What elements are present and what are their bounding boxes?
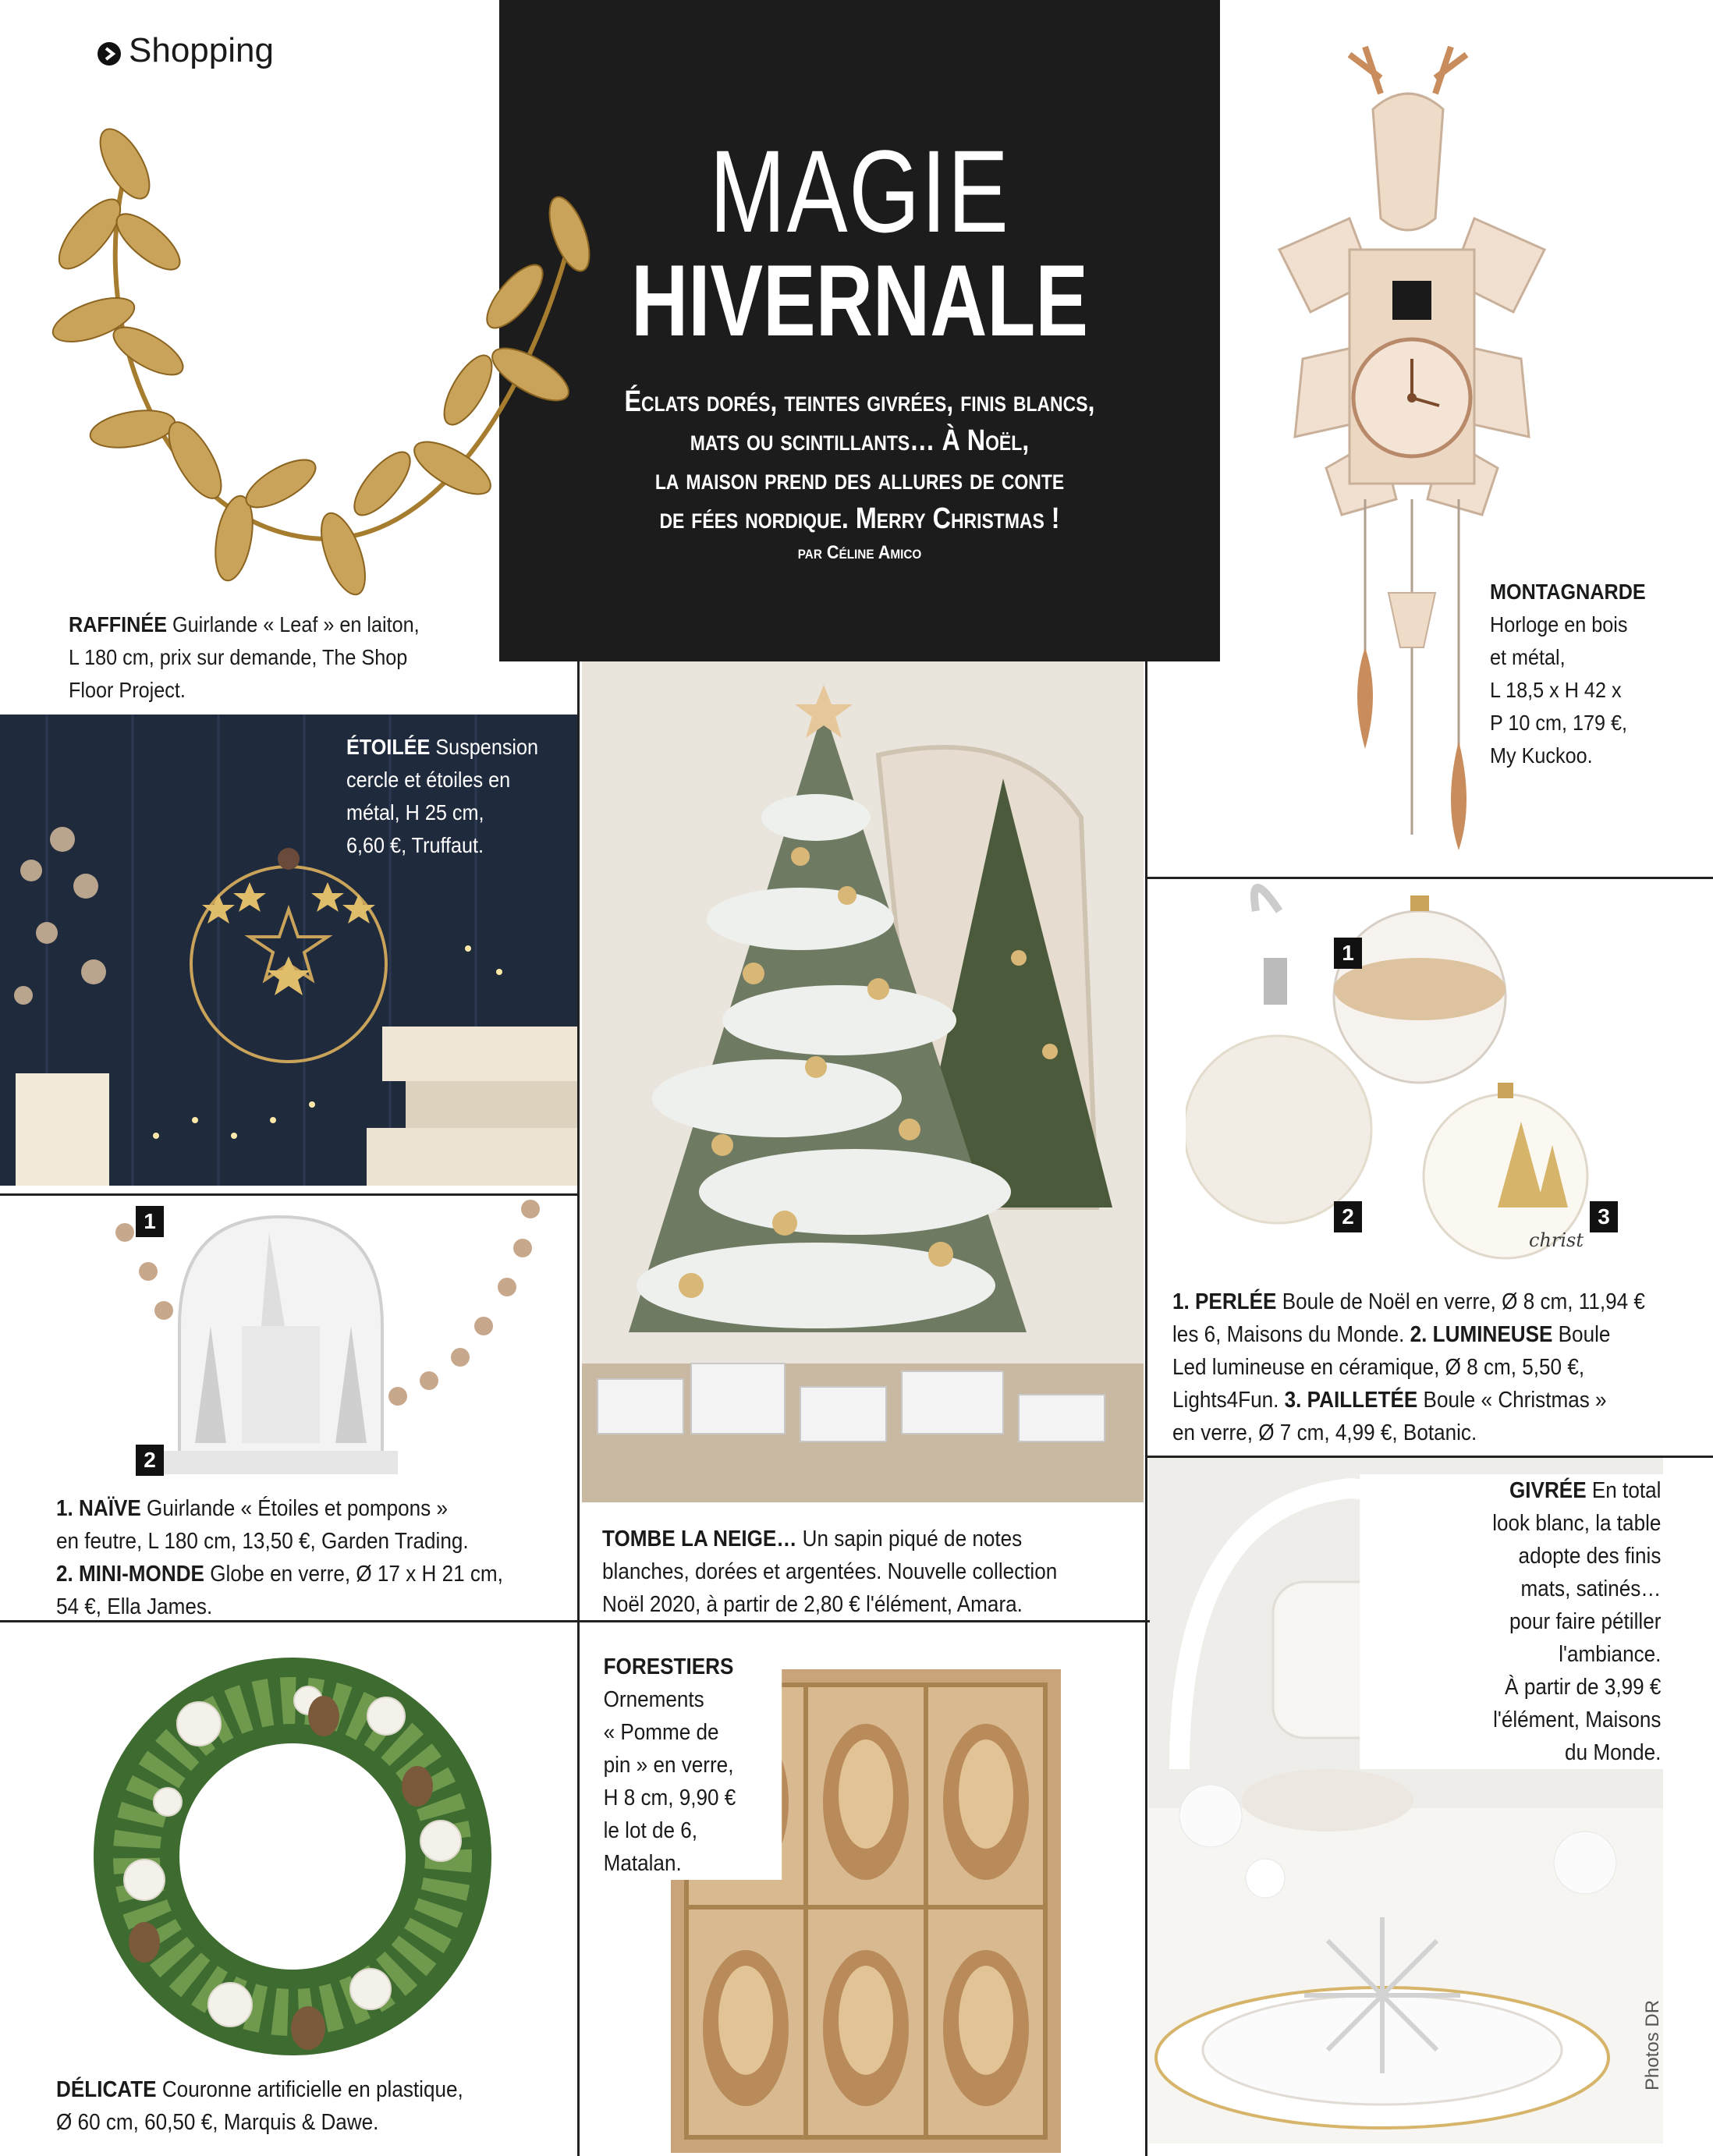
caption-forestiers-line1: Ornements bbox=[603, 1687, 704, 1712]
caption-boules-line4: Lights4Fun. bbox=[1172, 1388, 1285, 1413]
caption-raffinee-line3: Floor Project. bbox=[69, 678, 186, 702]
ornament-script-text: christ bbox=[1529, 1229, 1584, 1251]
intro-line-4: de fées nordique. Merry Christmas ! bbox=[659, 502, 1060, 535]
intro-line-3: la maison prend des allures de conte bbox=[654, 463, 1065, 496]
caption-delicate bbox=[56, 2073, 505, 2139]
caption-raffinee-name: RAFFINÉE bbox=[69, 612, 167, 637]
caption-minimonde-name: 2. MINI-MONDE bbox=[56, 1562, 204, 1587]
page-title-line2: HIVERNALE bbox=[631, 243, 1088, 357]
caption-minimonde-text: Globe en verre, Ø 17 x H 21 cm, bbox=[204, 1562, 503, 1587]
caption-forestiers-name: FORESTIERS bbox=[603, 1654, 734, 1679]
caption-raffinee-line2: L 180 cm, prix sur demande, The Shop bbox=[69, 645, 408, 669]
caption-givree-line2: look blanc, la table bbox=[1492, 1511, 1662, 1536]
caption-montagnarde-line3: L 18,5 x H 42 x bbox=[1490, 678, 1622, 702]
globe-and-garland-image bbox=[94, 1186, 577, 1482]
caption-lumineuse-text: Boule bbox=[1552, 1322, 1611, 1347]
caption-lumineuse-name: 2. LUMINEUSE bbox=[1410, 1322, 1553, 1347]
divider-horizontal-left-mid bbox=[0, 1193, 577, 1196]
caption-givree bbox=[1360, 1474, 1664, 1769]
caption-naive-name: 1. NAÏVE bbox=[56, 1496, 141, 1521]
caption-etoilee-line4: 6,60 €, Truffaut. bbox=[346, 833, 484, 857]
caption-forestiers-line5: le lot de 6, bbox=[603, 1818, 698, 1843]
caption-boules-line5: en verre, Ø 7 cm, 4,99 €, Botanic. bbox=[1172, 1420, 1477, 1445]
caption-givree-line1: En total bbox=[1586, 1478, 1662, 1503]
caption-tombe-name: TOMBE LA NEIGE… bbox=[602, 1527, 797, 1551]
title-box bbox=[499, 0, 1220, 661]
caption-raffinee bbox=[69, 608, 462, 707]
caption-givree-line7: À partir de 3,99 € bbox=[1505, 1675, 1662, 1700]
christmas-balls-image bbox=[1186, 880, 1623, 1270]
caption-tombe-line3: Noël 2020, à partir de 2,80 € l'élément, Amara. bbox=[602, 1592, 1023, 1617]
caption-montagnarde-line2: et métal, bbox=[1490, 645, 1566, 669]
caption-forestiers-line2: « Pomme de bbox=[603, 1720, 719, 1745]
byline: par Céline Amico bbox=[797, 542, 922, 563]
caption-etoilee-name: ÉTOILÉE bbox=[346, 735, 431, 759]
caption-pailletee-name: 3. PAILLETÉE bbox=[1284, 1388, 1418, 1413]
caption-naive-line4: 54 €, Ella James. bbox=[56, 1594, 213, 1619]
divider-horizontal-right-bottom bbox=[1145, 1456, 1713, 1458]
caption-givree-name: GIVRÉE bbox=[1509, 1478, 1587, 1503]
caption-naive bbox=[56, 1492, 520, 1623]
caption-raffinee-line1: Guirlande « Leaf » en laiton, bbox=[167, 612, 420, 637]
page-title-line1: MAGIE bbox=[709, 126, 1010, 257]
caption-montagnarde-line1: Horloge en bois bbox=[1490, 612, 1628, 637]
caption-naive-line2: en feutre, L 180 cm, 13,50 €, Garden Trading. bbox=[56, 1529, 469, 1554]
caption-montagnarde bbox=[1490, 576, 1686, 772]
photo-credits: Photos DR bbox=[1642, 1999, 1663, 2090]
caption-etoilee-line3: métal, H 25 cm, bbox=[346, 800, 484, 824]
caption-perlee-text: Boule de Noël en verre, Ø 8 cm, 11,94 € bbox=[1276, 1289, 1645, 1314]
caption-delicate-name: DÉLICATE bbox=[56, 2077, 157, 2102]
caption-forestiers-line6: Matalan. bbox=[603, 1851, 682, 1876]
caption-boules-line2: les 6, Maisons du Monde. bbox=[1172, 1322, 1410, 1347]
badge-naive-2: 2 bbox=[136, 1445, 164, 1476]
caption-boules-line3: Led lumineuse en céramique, Ø 8 cm, 5,50 €, bbox=[1172, 1355, 1585, 1380]
caption-etoilee-line1: Suspension bbox=[430, 735, 539, 759]
caption-forestiers bbox=[601, 1651, 782, 1880]
caption-tombe-line1: Un sapin piqué de notes bbox=[796, 1527, 1023, 1551]
caption-montagnarde-name: MONTAGNARDE bbox=[1490, 580, 1646, 604]
leaf-garland-image bbox=[31, 117, 593, 616]
badge-boules-3: 3 bbox=[1590, 1201, 1618, 1232]
caption-givree-line9: du Monde. bbox=[1565, 1740, 1662, 1765]
caption-montagnarde-line5: My Kuckoo. bbox=[1490, 743, 1593, 768]
divider-horizontal-right-top bbox=[1145, 877, 1713, 879]
caption-givree-line4: mats, satinés… bbox=[1520, 1576, 1662, 1601]
caption-boules bbox=[1172, 1285, 1713, 1449]
divider-vertical-left bbox=[577, 661, 580, 2156]
caption-givree-line3: adopte des finis bbox=[1518, 1544, 1662, 1569]
badge-boules-1: 1 bbox=[1334, 938, 1362, 969]
caption-perlee-name: 1. PERLÉE bbox=[1172, 1289, 1277, 1314]
divider-vertical-right bbox=[1145, 661, 1147, 2156]
caption-montagnarde-line4: P 10 cm, 179 €, bbox=[1490, 711, 1628, 735]
caption-etoilee bbox=[346, 731, 550, 862]
caption-pailletee-text: Boule « Christmas » bbox=[1417, 1388, 1607, 1413]
christmas-tree-photo bbox=[582, 661, 1144, 1502]
caption-tombe bbox=[602, 1523, 1094, 1621]
badge-naive-1: 1 bbox=[136, 1206, 164, 1237]
divider-horizontal-bottom-left bbox=[0, 1620, 1150, 1622]
section-label: Shopping bbox=[129, 31, 274, 69]
caption-givree-line8: l'élément, Maisons bbox=[1493, 1707, 1662, 1732]
caption-givree-line6: l'ambiance. bbox=[1559, 1642, 1662, 1667]
intro-line-1: Éclats dorés, teintes givrées, finis blancs, bbox=[624, 385, 1095, 418]
caption-delicate-line2: Ø 60 cm, 60,50 €, Marquis & Dawe. bbox=[56, 2110, 379, 2135]
caption-tombe-line2: blanches, dorées et argentées. Nouvelle collection bbox=[602, 1559, 1058, 1584]
wreath-image bbox=[74, 1646, 511, 2067]
badge-boules-2: 2 bbox=[1334, 1201, 1362, 1232]
caption-naive-text: Guirlande « Étoiles et pompons » bbox=[140, 1496, 448, 1521]
caption-etoilee-line2: cercle et étoiles en bbox=[346, 768, 511, 792]
caption-forestiers-line4: H 8 cm, 9,90 € bbox=[603, 1785, 736, 1810]
caption-forestiers-line3: pin » en verre, bbox=[603, 1753, 734, 1778]
caption-delicate-line1: Couronne artificielle en plastique, bbox=[156, 2077, 463, 2102]
intro-line-2: mats ou scintillants… À Noël, bbox=[690, 424, 1030, 457]
section-arrow-icon bbox=[98, 42, 121, 66]
caption-givree-line5: pour faire pétiller bbox=[1509, 1609, 1662, 1634]
